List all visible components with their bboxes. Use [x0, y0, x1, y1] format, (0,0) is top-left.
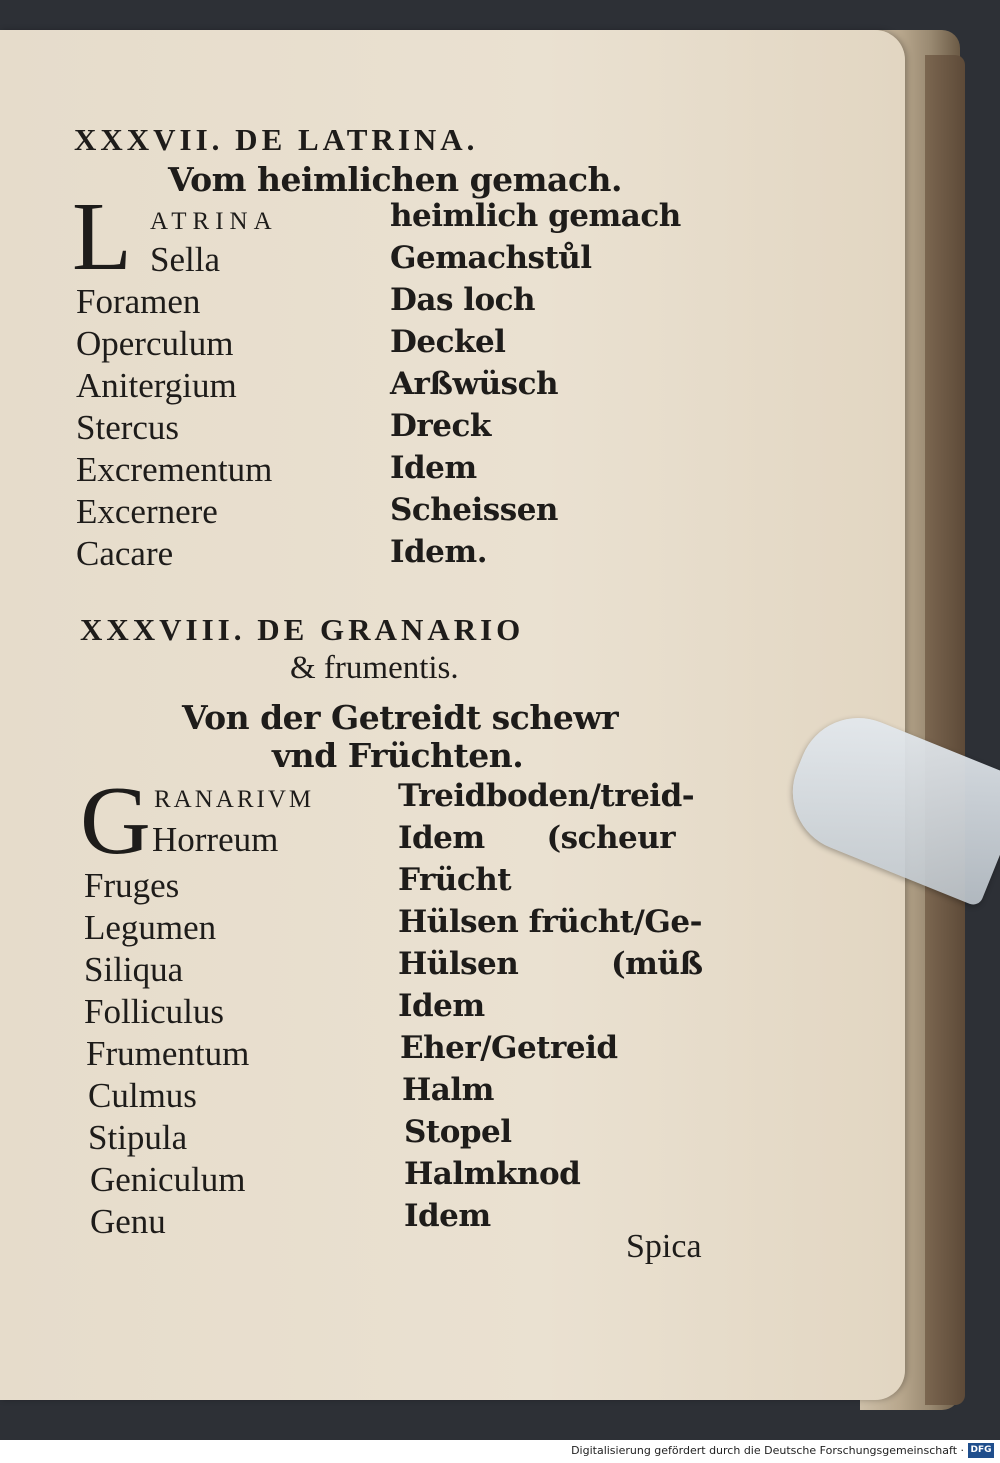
german-term: Idem: [398, 988, 485, 1024]
latin-term-granarium: RANARIVM: [154, 786, 315, 813]
section-subheading-line2: vnd Früchten.: [272, 736, 524, 775]
latin-term: Operculum: [76, 324, 234, 363]
german-term: Frücht: [398, 862, 512, 898]
german-term: Hülsen frücht/Ge-: [398, 904, 702, 940]
german-term: Scheissen: [390, 492, 558, 528]
section-subheading-line1: Von der Getreidt schewr: [182, 698, 619, 737]
german-term: Deckel: [390, 324, 506, 360]
latin-term-atrina: ATRINA: [150, 208, 278, 235]
catchword: Spica: [626, 1228, 702, 1265]
latin-term: Anitergium: [76, 366, 237, 405]
latin-term: Legumen: [84, 908, 217, 947]
book-cover-edge: [925, 55, 965, 1405]
latin-term: Culmus: [88, 1076, 197, 1115]
german-term: Idem.: [390, 534, 487, 570]
latin-term: Fruges: [84, 866, 180, 905]
latin-term: Geniculum: [90, 1160, 246, 1199]
latin-term: Frumentum: [86, 1034, 250, 1073]
german-term: Eher/Getreid: [400, 1030, 618, 1066]
latin-term: Stipula: [88, 1118, 188, 1157]
book-page: [0, 30, 905, 1400]
drop-cap-g: G: [80, 767, 151, 875]
latin-term: Excrementum: [76, 450, 273, 489]
latin-term: Folliculus: [84, 992, 225, 1031]
german-term: Idem: [404, 1198, 491, 1234]
dfg-logo: DFG: [968, 1443, 994, 1458]
section-heading-granario: XXXVIII. DE GRANARIO: [80, 612, 525, 647]
german-term: Halmknod: [404, 1156, 581, 1192]
german-term: Idem (scheur: [398, 820, 676, 856]
latin-term: Foramen: [76, 282, 201, 321]
german-term: Idem: [390, 450, 477, 486]
latin-term: Horreum: [152, 820, 279, 859]
german-term: Gemachstůl: [390, 240, 592, 276]
german-term: Das loch: [390, 282, 536, 318]
german-term: Halm: [402, 1072, 494, 1108]
german-term: Dreck: [390, 408, 491, 444]
latin-term: Genu: [90, 1202, 166, 1241]
german-term: Hülsen (müß: [398, 946, 703, 982]
footer-credit-text: Digitalisierung gefördert durch die Deutsche Forschungsgemeinschaft ·: [571, 1444, 964, 1457]
german-term: Arßwüsch: [390, 366, 559, 402]
latin-term: Sella: [150, 240, 220, 279]
section-heading-latrina: XXXVII. DE LATRINA.: [74, 122, 479, 157]
german-term: heimlich gemach: [390, 198, 681, 234]
latin-term: Cacare: [76, 534, 174, 573]
section-subheading-latrina: Vom heimlichen gemach.: [168, 160, 623, 199]
german-term: Treidboden/treid-: [398, 778, 695, 814]
section-heading-line2: & frumentis.: [290, 650, 459, 686]
latin-term: Excernere: [76, 492, 218, 531]
latin-term: Siliqua: [84, 950, 184, 989]
german-term: Stopel: [404, 1114, 512, 1150]
footer-bar: [0, 1440, 1000, 1463]
drop-cap-l: L: [72, 183, 132, 291]
latin-term: Stercus: [76, 408, 180, 447]
